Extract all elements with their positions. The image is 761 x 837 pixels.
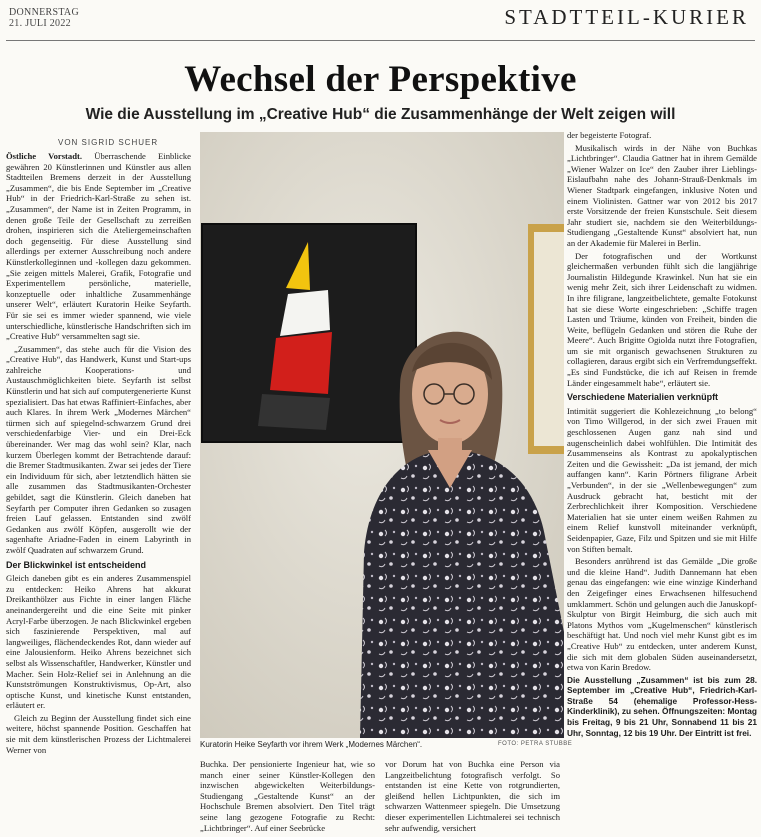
header-divider [6, 40, 755, 41]
headline: Wechsel der Perspektive [184, 59, 577, 100]
date-text: 21. JULI 2022 [9, 18, 71, 29]
article-column-3-bottom: vor Dorum hat von Buchka eine Person via Langzeitbelichtung fotografisch verfolgt. So entstanden ist eine Kette von rotgrundierten, gleißend hellen Lichtpunkten, die sich im schwarzen Wattenmeer spiegeln. Die Umsetzung dieser experimentellen Lichtmalerei sei technisch sehr aufwendig, versichert [385, 759, 560, 833]
masthead: STADTTEIL-KURIER [504, 5, 749, 29]
subhead: Wie die Ausstellung im „Creative Hub“ die Zusammenhänge der Welt zeigen will [85, 106, 676, 123]
paragraph: Gleich daneben gibt es ein anderes Zusammenspiel zu entdecken: Heiko Ahrens hat akkurat Dreikanthölzer aus Fichte in einer langen Fläche aneinandergereiht und die eine Seite mit pinker Acryl-Farbe überzogen. Je nach Blickwinkel ergeben sich faszinierende Perspektiven, mal auf langweiliges, flächendeckendes Rot, dann wieder auf eine Jalousienform. Heiko Ahrens bezeichnet sich selbst als Wissenschaftler, Handwerker, Künstler und Macher. Sein Holz-Relief sei in Anlehnung an die Kunstströmungen Konstruktivismus, Op-Art, also optische Kunst, und kinetische Kunst entstanden, erläutert er. [6, 573, 191, 711]
byline: VON SIGRID SCHUER [58, 138, 159, 147]
white-quad [280, 290, 330, 336]
paragraph: der begeisterte Fotograf. [567, 130, 652, 140]
article-photo [200, 132, 564, 738]
paragraph: Besonders anrührend ist das Gemälde „Die große und die kleine Hand“. Judith Dannemann hat eben genau das eingefangen: wie eine winzige Kinderhand den Zeigefinger eines Erwachsenen hilfesuchend umklammert. Schön und gelungen auch die Januskopf-Skulptur von Birgit Heimburg, die sich auch mit Platons Mythos vom „Kugelmenschen“ künstlerisch beschäftigt hat. Und noch viel mehr Kunst gibt es im „Creative Hub“ zu entdecken, unter anderem Kunst, die sich mit dem globalen Süden auseinandersetzt, etwa von Karin Bredow. [567, 556, 757, 673]
paragraph-text: Überraschende Einblicke gewähren 20 Künstlerinnen und Künstler aus allen Stadtteilen Bremens derzeit in der Ausstellung „Zusammen“, die bis Ende September im „Creative Hub“ in der Friedrich-Karl-Straße zu sehen ist. „Zusammen“, der Name ist in Zeiten Programm, in denen große Teile der Gesellschaft zu zerreißen drohen, inspirieren sich die Ateliergemeinschaften doch gegenseitig. Für diese Ausstellung sind allerdings per externer Ausschreibung noch andere Künstlerkolleginnen und -kollegen dazu gekommen. „Sie zeigen mittels Malerei, Grafik, Fotografie und Experimentellem persönliche, materielle, konzeptuelle oder inhaltliche Zusammenhänge unserer Welt“, erläutert Kuratorin Heike Seyfarth. Für sie sei es immer wieder spannend, wie viele unterschiedliche, künstlerische Handschriften sich im „Creative Hub“ versammelten sagt sie. [6, 151, 191, 342]
photo-credit: FOTO: PETRA STUBBE [498, 741, 573, 747]
subheading: Verschiedene Materialien verknüpft [567, 392, 719, 403]
article-column-1 [6, 151, 191, 835]
paragraph: Gleich zu Beginn der Ausstellung findet sich eine weitere, höchst spannende Position. Geschaffen hat sie mit dem künstlerischen Prozess der Lichtmalerei Werner von [6, 712, 191, 755]
subheading: Der Blickwinkel ist entscheidend [6, 559, 147, 570]
dark-quad [258, 394, 330, 430]
photo-illustration [200, 132, 564, 738]
article-column-2-bottom: Buchka. Der pensionierte Ingenieur hat, wie so manch einer seiner Künstler-Kollegen den inzwischen abgewickelten Weiterbildungs-Studiengang „Gestaltende Kunst“ an der Hochschule Bremen absolviert. Den Titel trägt seine lang gezogene Fotografie zu Recht: „Lichtbringer“. Auf einer Seebrücke [200, 759, 375, 833]
paragraph [6, 151, 191, 342]
red-quad [270, 332, 332, 394]
paragraph: Musikalisch wirds in der Nähe von Buchkas „Lichtbringer“. Claudia Gattner hat in ihrem Gemälde „Wiener Walzer on Ice“ den Zauber ihrer Lieblings-Eislaufbahn nahe des Johann-Strauß-Denkmals im Wiener Stadtpark eingefangen, inklusive Noten und einem Violinisten. Gattner war von 2012 bis 2017 erste Vorsitzende der freien Kunstschule. Seit diesem Jahr studiert sie, nachdem sie den Weiterbildungs-Studiengang „Gestaltende Kunst“ absolviert hat, nun an der Akademie für Malerei in Berlin. [567, 142, 757, 248]
article-column-4 [567, 130, 757, 835]
lede: Östliche Vorstadt. [6, 151, 82, 161]
paragraph: Der fotografischen und der Wortkunst gleichermaßen verbunden fühlt sich die langjährige Journalistin Hildegunde Krawinkel. Nun hat sie ein wenig mehr Zeit, sich ihrer Leidenschaft zu widmen. In ihre filigrane, langzeitbelichtete, gemalte Fotokunst hat sie diese Worte eingeschrieben: „Schiffe tragen Lasten und Träume, künden von Freiheit, binden die Weite, beflügeln Gedanken und stören die Ruhe der Meere“. Auch Brigitte Ogiolda nutzt ihre Fotografien, um sie mit organisch gewachsenen Strukturen zu collagieren, daraus ergibt sich ein Verfremdungseffekt. „Es sind Fundstücke, die ich auf Reisen in fremde Länder eingesammelt habe“, erläutert sie. [567, 250, 757, 388]
weekday: DONNERSTAG [9, 7, 79, 18]
exhibition-info: Die Ausstellung „Zusammen“ ist bis zum 28. September im „Creative Hub“, Friedrich-Karl-Straße 54 (ehemalige Professor-Hess-Kinderklinik), zu sehen. Öffnungszeiten: Montag bis Freitag, 9 bis 21 Uhr, Sonnabend 11 bis 21 Uhr, Sonntag, 12 bis 19 Uhr. Der Eintritt ist frei. [567, 674, 757, 738]
artwork-modernes-maerchen [202, 224, 416, 442]
paragraph: Intimität suggeriert die Kohlezeichnung „to belong“ von Timo Willgerod, in der sich zwei Frauen mit geschlossenen Augen ganz nah sind und augenscheinlich dabei wohlfühlen. Die Intimität des Zusammenseins als Kontrast zu apokalyptischen Zeiten und die Gewissheit: „Da ist jemand, der mich auffangen kann“. Karin Pörtners filigrane Arbeit „Verbunden“, in der sie „Wellenbewegungen“ zum Ausdruck gebracht hat, besticht mit der Zerbrechlichkeit ihrer Komposition. Verschiedene Materialien hat sie unter einem weißen Rahmen zu einem Relief kunstvoll miteinander verknüpft, Seidenpapier, Gaze, Filz und Spitzen und sie mit Hilfe von Stiften bemalt. [567, 405, 757, 554]
issue-date [9, 7, 79, 29]
photo-caption: Kuratorin Heike Seyfarth vor ihrem Werk „Modernes Märchen“. [200, 740, 423, 749]
paragraph: „Zusammen“, das stehe auch für die Vision des „Creative Hub“, das Handwerk, Kunst und Start-ups zahlreiche Kooperations- und Austauschmöglichkeiten biete. Seyfarth ist selbst Künstlerin und hat sich auf computergenerierte Kunst spezialisiert. Das hat etwas Raffiniert-Einfaches, aber auch Klares. In ihrem Werk „Modernes Märchen“ türmen sich auf spiegelnd-schwarzem Grund drei verschiedenfarbige Vier- und ein Drei-Eck übereinander. Wer mag das wohl sein? Klar, nach kurzem Überlegen kommt der Betrachtende darauf: die Bremer Stadtmusikanten. Zwar sei jedes der Tiere ein Individuum für sich, aber letztendlich hätten sie alle zusammen das Stadtmusikanten-Orchester gebildet, sagt die Künstlerin. Gleich daneben hat Seyfarth per Computer ihren Gedanken so zusagen freien Lauf gelassen. Entstanden sind zwölf Gedanken aus zwölf Köpfen, ausgerollt wie der sagenhafte Ariadne-Faden in einem Labyrinth in zwölf Quadraten auf schwarzem Grund. [6, 343, 191, 555]
